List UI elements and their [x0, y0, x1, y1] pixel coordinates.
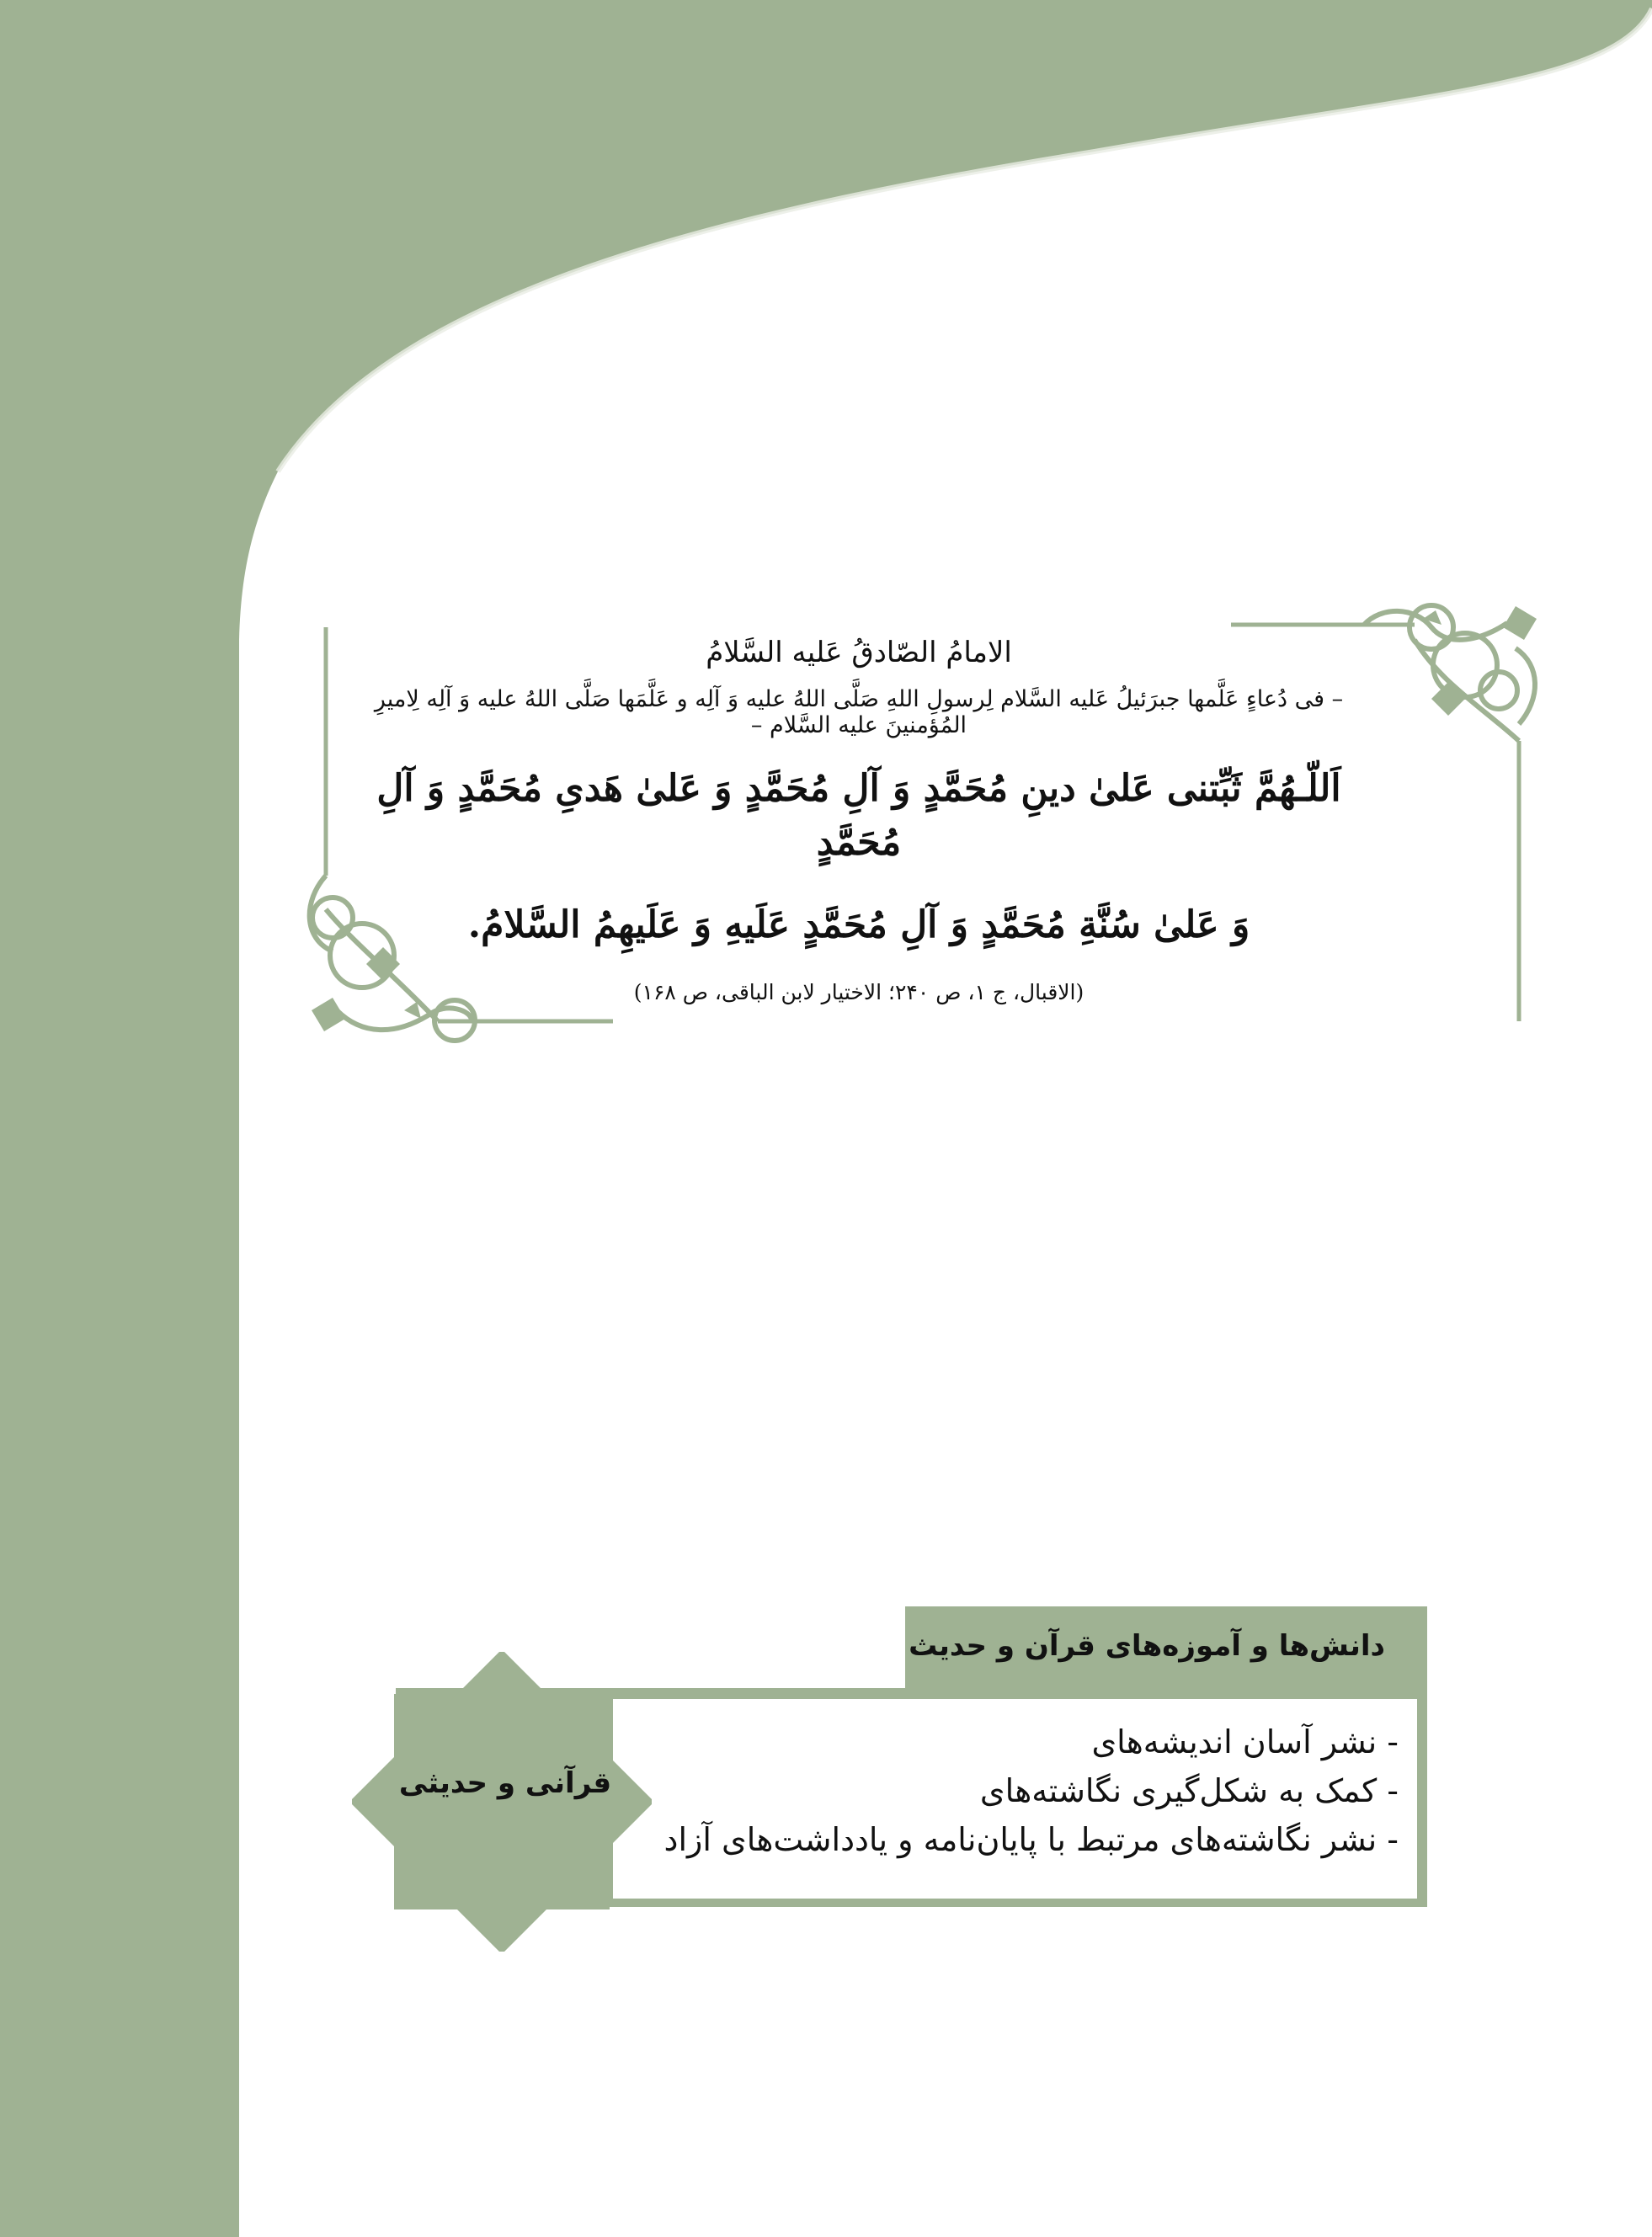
list-item: - نشر آسان اندیشه‌های — [1091, 1723, 1399, 1760]
hadith-line-2: وَ عَلیٰ سُنَّةِ مُحَمَّدٍ وَ آلِ مُحَمَّدٍ عَلَیهِ وَ عَلَیهِمُ السَّلامُ. — [467, 903, 1250, 946]
hadith-block — [362, 636, 1356, 1004]
info-box-title: دانش‌ها و آموزه‌های قرآن و حدیث — [909, 1629, 1385, 1663]
info-box-list — [613, 1699, 1417, 1899]
list-item: - کمک به شکل‌گیری نگاشته‌های — [979, 1772, 1399, 1809]
list-item: - نشر نگاشته‌های مرتبط با پایان‌نامه و یادداشت‌های آزاد — [663, 1821, 1399, 1858]
hadith-narrator: الامامُ الصّادقُ عَلیه السَّلامُ — [706, 636, 1012, 669]
hadith-source: (الاقبال، ج ۱، ص ۲۴۰؛ الاختیار لابن الباقی، ص ۱۶۸) — [633, 980, 1084, 1005]
eight-point-star-icon — [352, 1652, 652, 1952]
hadith-intro: – فی دُعاءٍ عَلَّمها جبرَئیلُ عَلیه السَّلام لِرسولِ اللهِ صَلَّی اللهُ علیه وَ آلِه و عَلَّمَها صَلَّی اللهُ علیه وَ آلِه لِامیرِ المُؤمنینَ علیه السَّلام – — [374, 686, 1344, 738]
hadith-line-1: اَللّـهُمَّ ثَبِّتنی عَلیٰ دینِ مُحَمَّدٍ وَ آلِ مُحَمَّدٍ وَ عَلیٰ هَدیِ مُحَمَّدٍ وَ آلِ مُحَمَّدٍ — [376, 767, 1341, 864]
badge-label: قرآنی و حدیثی — [398, 1766, 612, 1800]
